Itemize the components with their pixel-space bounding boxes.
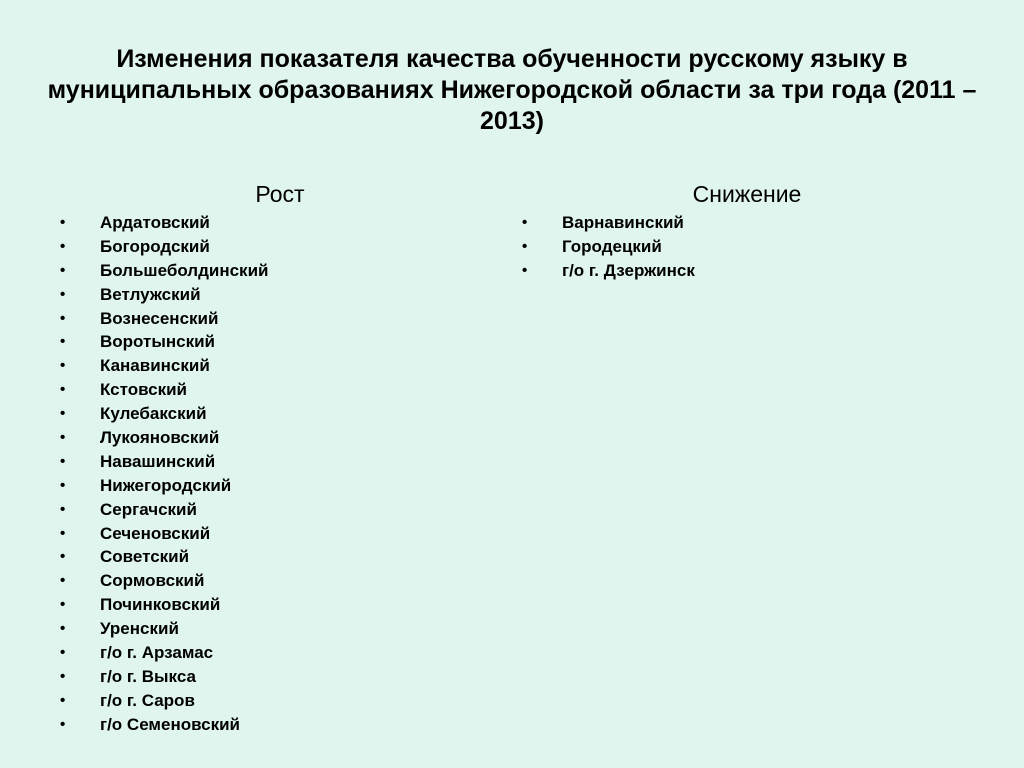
list-item xyxy=(60,689,500,713)
list-item xyxy=(60,330,500,354)
bullet-icon: • xyxy=(60,572,66,590)
list-item xyxy=(60,426,500,450)
list-item xyxy=(60,498,500,522)
list-item-label: Ветлужский xyxy=(100,284,201,304)
bullet-icon: • xyxy=(60,429,66,447)
list-item xyxy=(60,211,500,235)
bullet-icon: • xyxy=(60,715,66,733)
list-item xyxy=(60,474,500,498)
decline-heading: Снижение xyxy=(692,181,802,207)
growth-heading: Рост xyxy=(255,181,305,207)
list-item-label: г/о г. Саров xyxy=(100,690,195,710)
list-item xyxy=(60,713,500,737)
list-item xyxy=(522,235,992,259)
bullet-icon: • xyxy=(60,452,66,470)
growth-column xyxy=(60,180,500,737)
bullet-icon: • xyxy=(60,381,66,399)
bullet-icon: • xyxy=(60,500,66,518)
list-item-label: Воротынский xyxy=(100,332,215,352)
bullet-icon: • xyxy=(60,476,66,494)
list-item xyxy=(60,354,500,378)
list-item-label: Сормовский xyxy=(100,571,205,591)
list-item-label: Кулебакский xyxy=(100,404,207,424)
bullet-icon: • xyxy=(60,357,66,375)
list-item xyxy=(522,211,992,235)
list-item xyxy=(60,617,500,641)
list-item-label: Советский xyxy=(100,547,190,567)
list-item xyxy=(522,259,992,283)
bullet-icon: • xyxy=(60,405,66,423)
list-item-label: Кстовский xyxy=(100,380,187,400)
list-item xyxy=(60,283,500,307)
bullet-icon: • xyxy=(60,524,66,542)
list-item-label: Нижегородский xyxy=(100,475,232,495)
bullet-icon: • xyxy=(522,237,528,255)
list-item-label: Варнавинский xyxy=(562,213,684,232)
list-item xyxy=(60,450,500,474)
list-item xyxy=(60,378,500,402)
list-item-label: г/о г. Дзержинск xyxy=(562,260,695,280)
decline-list xyxy=(522,211,992,283)
list-item-label: г/о Семеновский xyxy=(100,714,240,734)
list-item-label: Сергачский xyxy=(100,499,197,519)
bullet-icon: • xyxy=(60,548,66,566)
growth-list xyxy=(60,211,500,737)
list-item-label: г/о г. Выкса xyxy=(100,666,196,686)
list-item-label: Починковский xyxy=(100,595,221,615)
list-item xyxy=(60,641,500,665)
bullet-icon: • xyxy=(60,214,66,231)
list-item xyxy=(60,522,500,546)
list-item-label: Большеболдинский xyxy=(100,260,269,280)
list-item-label: Городецкий xyxy=(562,236,662,256)
list-item xyxy=(60,569,500,593)
bullet-icon: • xyxy=(60,333,66,351)
bullet-icon: • xyxy=(60,667,66,685)
list-item-label: Ардатовский xyxy=(100,213,210,232)
list-item-label: Сеченовский xyxy=(100,523,211,543)
list-item-label: Вознесенский xyxy=(100,308,219,328)
bullet-icon: • xyxy=(60,237,66,255)
bullet-icon: • xyxy=(60,285,66,303)
bullet-icon: • xyxy=(522,214,528,231)
bullet-icon: • xyxy=(60,644,66,662)
bullet-icon: • xyxy=(60,620,66,638)
list-item xyxy=(60,307,500,331)
bullet-icon: • xyxy=(60,596,66,614)
list-item-label: Лукояновский xyxy=(100,428,220,448)
slide-title: Изменения показателя качества обученности русскому языку в муниципальных образованиях Нижегородской области за три года (2011 – 2013) xyxy=(47,45,977,135)
list-item-label: Канавинский xyxy=(100,356,210,376)
list-item xyxy=(60,402,500,426)
bullet-icon: • xyxy=(60,691,66,709)
bullet-icon: • xyxy=(60,309,66,327)
list-item-label: Уренский xyxy=(100,619,179,639)
list-item-label: Навашинский xyxy=(100,451,216,471)
list-item xyxy=(60,665,500,689)
list-item xyxy=(60,259,500,283)
bullet-icon: • xyxy=(522,261,528,279)
list-item-label: Богородский xyxy=(100,236,210,256)
list-item xyxy=(60,235,500,259)
list-item-label: г/о г. Арзамас xyxy=(100,643,214,663)
list-item xyxy=(60,593,500,617)
bullet-icon: • xyxy=(60,261,66,279)
list-item xyxy=(60,545,500,569)
decline-column xyxy=(522,180,992,283)
